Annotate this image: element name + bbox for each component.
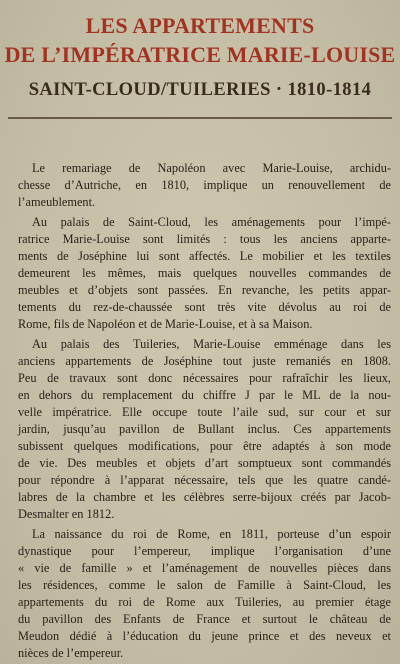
text-line: labres de la chambre et les célèbres serre-bijoux créés par Jacob- [18, 490, 391, 504]
text-line: Meudon dédié à l’éducation du jeune prince et des neveux et [18, 629, 391, 643]
text-line: Le remariage de Napoléon avec Marie-Louise, archidu- [32, 161, 391, 175]
title-divider [8, 117, 392, 119]
panel-subtitle: SAINT-CLOUD/TUILERIES · 1810-1814 [28, 80, 372, 100]
panel-body-text [18, 160, 391, 662]
text-line: en dehors du remplacement du chiffre J par le ML de la nou- [18, 388, 391, 402]
text-line: tements du rez-de-chaussée sont très vite dévolus au roi de [18, 300, 391, 314]
text-line: l’ameublement. [18, 195, 96, 209]
text-line: « vie de famille » et l’aménagement de nouvelles pièces dans [18, 561, 391, 575]
text-line: velle impératrice. Elle occupe toute l’aile sud, sur cour et sur [18, 405, 391, 419]
text-line: meubles et d’objets sont passées. En revanche, les petits appar- [18, 283, 391, 297]
text-line: chesse d’Autriche, en 1810, implique un renouvellement de [18, 178, 391, 192]
text-line: de vie. Des meubles et objets d’art somptueux sont commandés [18, 456, 391, 470]
text-line: Peu de travaux sont donc nécessaires pour rafraîchir les lieux, [18, 371, 391, 385]
paragraph-1 [18, 160, 391, 211]
text-line: jardin, jusqu’au pavillon de Bullant inclus. Ces appartements [18, 422, 391, 436]
text-line: les résidences, comme le salon de Famille à Saint-Cloud, les [18, 578, 391, 592]
text-line: anciens appartements de Joséphine tout juste remaniés en 1808. [18, 354, 391, 368]
text-line: appartements du roi de Rome aux Tuileries, au premier étage [18, 595, 391, 609]
text-line: du pavillon des Enfants de France et surtout le château de [18, 612, 391, 626]
text-line: Rome, fils de Napoléon et de Marie-Louise, et à sa Maison. [18, 317, 313, 331]
text-line: pour répondre à l’apparat nécessaire, tels que les quatre candé- [18, 473, 391, 487]
paragraph-4 [18, 526, 391, 662]
paragraph-3 [18, 336, 391, 523]
text-line: Desmalter en 1812. [18, 507, 115, 521]
panel-title-line-2: DE L’IMPÉRATRICE MARIE-LOUISE [4, 42, 396, 67]
text-line: subissent quelques modifications, pour être adaptés à son mode [18, 439, 391, 453]
text-line: La naissance du roi de Rome, en 1811, porteuse d’un espoir [32, 527, 391, 541]
text-line: Au palais de Saint-Cloud, les aménagements pour l’impé- [32, 215, 391, 229]
paragraph-2 [18, 214, 391, 333]
text-line: Au palais des Tuileries, Marie-Louise emménage dans les [32, 337, 391, 351]
panel-title-line-1: LES APPARTEMENTS [85, 13, 315, 38]
text-line: ratrice Marie-Louise sont limités : tous les anciens apparte- [18, 232, 391, 246]
text-line: ments de Joséphine lui sont affectés. Le mobilier et les textiles [18, 249, 391, 263]
text-line: nièces de l’empereur. [18, 646, 124, 660]
text-line: dynastique pour l’empereur, implique l’organisation d’une [18, 544, 391, 558]
text-line: demeurent les mêmes, mais quelques nouvelles commandes de [18, 266, 391, 280]
